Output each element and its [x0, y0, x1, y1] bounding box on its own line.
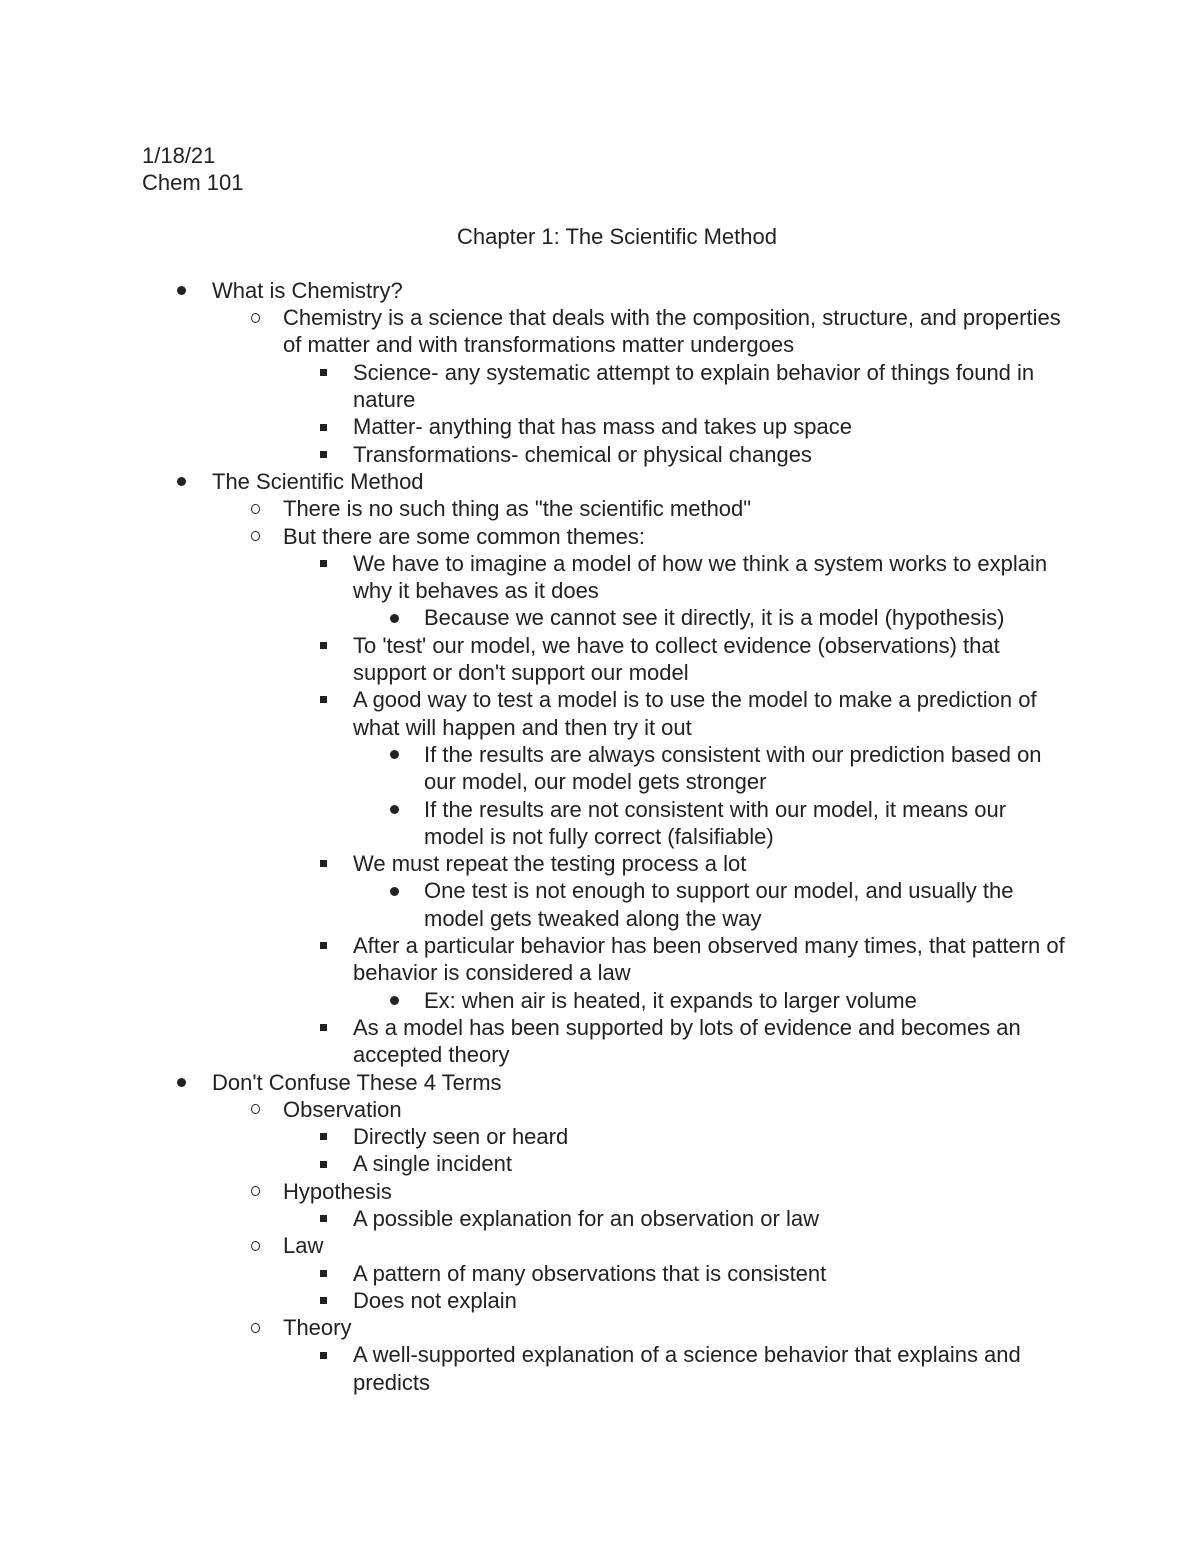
square-bullet-icon — [316, 1123, 330, 1150]
circle-bullet-icon — [248, 495, 262, 522]
disc-bullet-icon — [387, 741, 401, 768]
list-item-text: We have to imagine a model of how we think a system works to explain why it behaves as it does — [353, 550, 1048, 604]
square-bullet-icon — [316, 1260, 330, 1287]
disc-bullet-icon — [387, 987, 401, 1014]
square-bullet-icon — [316, 413, 330, 440]
list-item-text: Transformations- chemical or physical changes — [353, 441, 812, 467]
list-item-text: To 'test' our model, we have to collect evidence (observations) that support or don't support our model — [353, 632, 1000, 686]
list-item — [142, 850, 1072, 877]
list-item — [142, 1014, 1072, 1069]
circle-bullet-icon — [248, 1232, 262, 1259]
list-item-text: A well-supported explanation of a science behavior that explains and predicts — [353, 1342, 1021, 1395]
list-item — [142, 550, 1072, 605]
list-item-text: We must repeat the testing process a lot — [353, 851, 747, 877]
list-item-text: One test is not enough to support our model, and usually the model gets tweaked along the way — [424, 878, 1014, 931]
list-item — [142, 987, 1072, 1014]
list-item — [142, 495, 1072, 522]
list-item — [142, 359, 1072, 414]
square-bullet-icon — [316, 686, 330, 713]
list-item — [142, 1178, 1072, 1205]
list-item-text: Does not explain — [353, 1287, 517, 1313]
list-item — [142, 932, 1072, 987]
list-item — [142, 1123, 1072, 1150]
disc-bullet-icon — [174, 277, 188, 304]
list-item-text: Directly seen or heard — [353, 1124, 569, 1150]
disc-bullet-icon — [387, 877, 401, 904]
list-item-text: Don't Confuse These 4 Terms — [212, 1069, 502, 1095]
square-bullet-icon — [316, 1341, 330, 1368]
list-item — [142, 1314, 1072, 1341]
list-item-text: After a particular behavior has been observed many times, that pattern of behavior is considered a law — [353, 933, 1065, 986]
circle-bullet-icon — [248, 304, 262, 331]
list-item — [142, 686, 1072, 741]
list-item-text: If the results are not consistent with our model, it means our model is not fully correct (falsifiable) — [424, 796, 1007, 849]
circle-bullet-icon — [248, 523, 262, 550]
notes-outline — [142, 277, 1072, 1396]
list-item — [142, 796, 1072, 851]
disc-bullet-icon — [387, 796, 401, 823]
circle-bullet-icon — [248, 1096, 262, 1123]
list-item — [142, 304, 1072, 359]
list-item — [142, 604, 1072, 631]
list-item — [142, 1341, 1072, 1396]
square-bullet-icon — [316, 850, 330, 877]
circle-bullet-icon — [248, 1178, 262, 1205]
course-line: Chem 101 — [142, 170, 244, 196]
list-item — [142, 1205, 1072, 1232]
square-bullet-icon — [316, 1287, 330, 1314]
list-item-text: A good way to test a model is to use the model to make a prediction of what will happen and then try it out — [353, 687, 1037, 740]
list-item-text: But there are some common themes: — [283, 523, 645, 549]
list-item-text: A possible explanation for an observation or law — [353, 1205, 819, 1231]
list-item-text: Theory — [283, 1315, 352, 1341]
list-item — [142, 523, 1072, 550]
list-item — [142, 441, 1072, 468]
square-bullet-icon — [316, 441, 330, 468]
list-item — [142, 1150, 1072, 1177]
list-item-text: The Scientific Method — [212, 468, 424, 494]
circle-bullet-icon — [248, 1314, 262, 1341]
list-item — [142, 1287, 1072, 1314]
document-page — [142, 142, 1072, 1396]
square-bullet-icon — [316, 1014, 330, 1041]
list-item-text: Science- any systematic attempt to explain behavior of things found in nature — [353, 359, 1035, 413]
list-item-text: Ex: when air is heated, it expands to larger volume — [424, 987, 917, 1013]
list-item-text: If the results are always consistent with our prediction based on our model, our model gets stronger — [424, 741, 1042, 795]
square-bullet-icon — [316, 932, 330, 959]
list-item-text: Hypothesis — [283, 1178, 392, 1204]
list-item-text: Law — [283, 1233, 324, 1259]
list-item — [142, 1096, 1072, 1123]
square-bullet-icon — [316, 1150, 330, 1177]
list-item-text: Chemistry is a science that deals with the composition, structure, and properties of matter and with transformations matter undergoes — [283, 305, 1061, 358]
list-item-text: A single incident — [353, 1151, 512, 1177]
list-item — [142, 741, 1072, 796]
disc-bullet-icon — [174, 1069, 188, 1096]
date-line: 1/18/21 — [142, 143, 216, 168]
list-item — [142, 1260, 1072, 1287]
list-item-text: Observation — [283, 1096, 402, 1122]
list-item-text: A pattern of many observations that is consistent — [353, 1260, 827, 1286]
list-item — [142, 1069, 1072, 1096]
list-item-text: What is Chemistry? — [212, 277, 403, 303]
list-item — [142, 413, 1072, 440]
list-item — [142, 468, 1072, 495]
list-item — [142, 877, 1072, 932]
list-item — [142, 1232, 1072, 1259]
list-item-text: Matter- anything that has mass and takes up space — [353, 414, 852, 440]
disc-bullet-icon — [174, 468, 188, 495]
list-item-text: As a model has been supported by lots of evidence and becomes an accepted theory — [353, 1014, 1021, 1068]
square-bullet-icon — [316, 359, 330, 386]
list-item-text: There is no such thing as "the scientific method" — [283, 496, 752, 522]
disc-bullet-icon — [387, 604, 401, 631]
square-bullet-icon — [316, 632, 330, 659]
list-item — [142, 632, 1072, 687]
chapter-title: Chapter 1: The Scientific Method — [457, 223, 777, 249]
list-item — [142, 277, 1072, 304]
square-bullet-icon — [316, 550, 330, 577]
list-item-text: Because we cannot see it directly, it is a model (hypothesis) — [424, 605, 1005, 631]
square-bullet-icon — [316, 1205, 330, 1232]
